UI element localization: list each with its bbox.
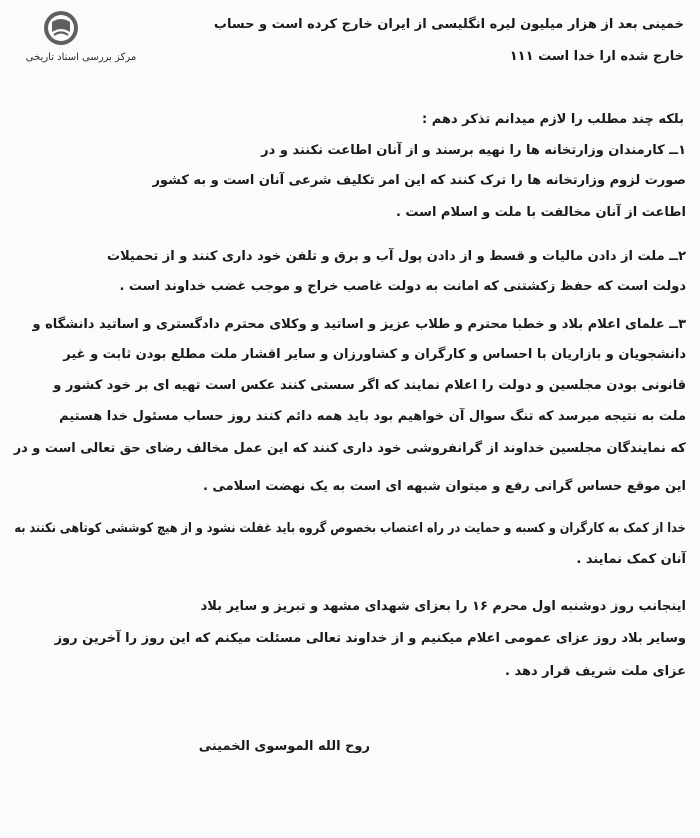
text-line-14: این موقع حساس گرانی رفع و میتوان شبهه ای است به یک نهضت اسلامی . — [202, 479, 686, 494]
text-line-17: اینجانب روز دوشنبه اول محرم ۱۶ را بعزای شهدای مشهد و تبریز و سایر بلاد — [200, 599, 686, 614]
text-line-1: خمینی بعد از هزار میلیون لیره انگلیسی از ایران خارج کرده است و حساب — [213, 17, 684, 32]
text-line-13: که نمایندگان مجلسین خداوند از گرانفروشی خود داری کنند که این عمل مخالف رضای حق تعالی است و در — [13, 441, 686, 456]
text-line-15: خدا از کمک به کارگران و کسبه و حمایت در راه اعتصاب بخصوص گروه باید غفلت نشود و از هیچ کوششی کوتاهی نکنند به — [14, 521, 686, 536]
text-line-8: دولت است که حفظ زکشتنی که امانت به دولت غاصب خراج و موجب غضب خداوند است . — [119, 279, 686, 294]
watermark-text: مرکز بررسی اسناد تاریخی — [25, 52, 137, 63]
text-line-4: ۱ــ کارمندان وزارتخانه ها را نهیه برسند و از آنان اطاعت نکنند و در — [261, 143, 686, 158]
text-line-12: ملت به نتیجه میرسد که تنگ سوال آن خواهیم بود باید همه دائم کنند روز حساب مسئول خدا هستیم — [59, 409, 686, 424]
text-line-16: آنان کمک نمایند . — [576, 552, 686, 567]
text-line-10: دانشجویان و بازاریان با احساس و کارگران و کشاورزان و سایر اقشار ملت مطلع بودن ثابت و غیر — [63, 347, 686, 362]
text-line-5: صورت لزوم وزارتخانه ها را ترک کنند که این امر تکلیف شرعی آنان است و به کشور — [152, 173, 686, 188]
text-line-19: عزای ملت شریف قرار دهد . — [505, 664, 686, 679]
text-line-6: اطاعت از آنان مخالفت با ملت و اسلام است . — [395, 205, 686, 220]
text-line-18: وسایر بلاد روز عزای عمومی اعلام میکنیم و از خداوند تعالی مسئلت میکنم که این روز را آخرین روز — [54, 631, 686, 646]
text-line-3: بلکه چند مطلب را لازم میدانم تذکر دهم : — [422, 112, 684, 127]
text-line-2: خارج شده ارا خدا است ۱۱۱ — [509, 49, 684, 64]
text-line-9: ۳ــ علمای اعلام بلاد و خطبا محترم و طلاب عزیز و اساتید و وکلای محترم دادگستری و اساتید دانشگاه و — [32, 317, 686, 332]
signature: روح الله الموسوی الخمینی — [198, 739, 370, 754]
text-line-7: ۲ــ ملت از دادن مالیات و قسط و از دادن پول آب و برق و تلفن خود داری کنند و از تحمیلات — [107, 249, 686, 264]
text-line-11: قانونی بودن مجلسین و دولت را اعلام نمایند که اگر سستی کنند عکس است تهیه ای بر خود کشور و — [53, 378, 686, 393]
document-seal-icon — [41, 8, 81, 48]
archive-watermark — [6, 8, 156, 68]
